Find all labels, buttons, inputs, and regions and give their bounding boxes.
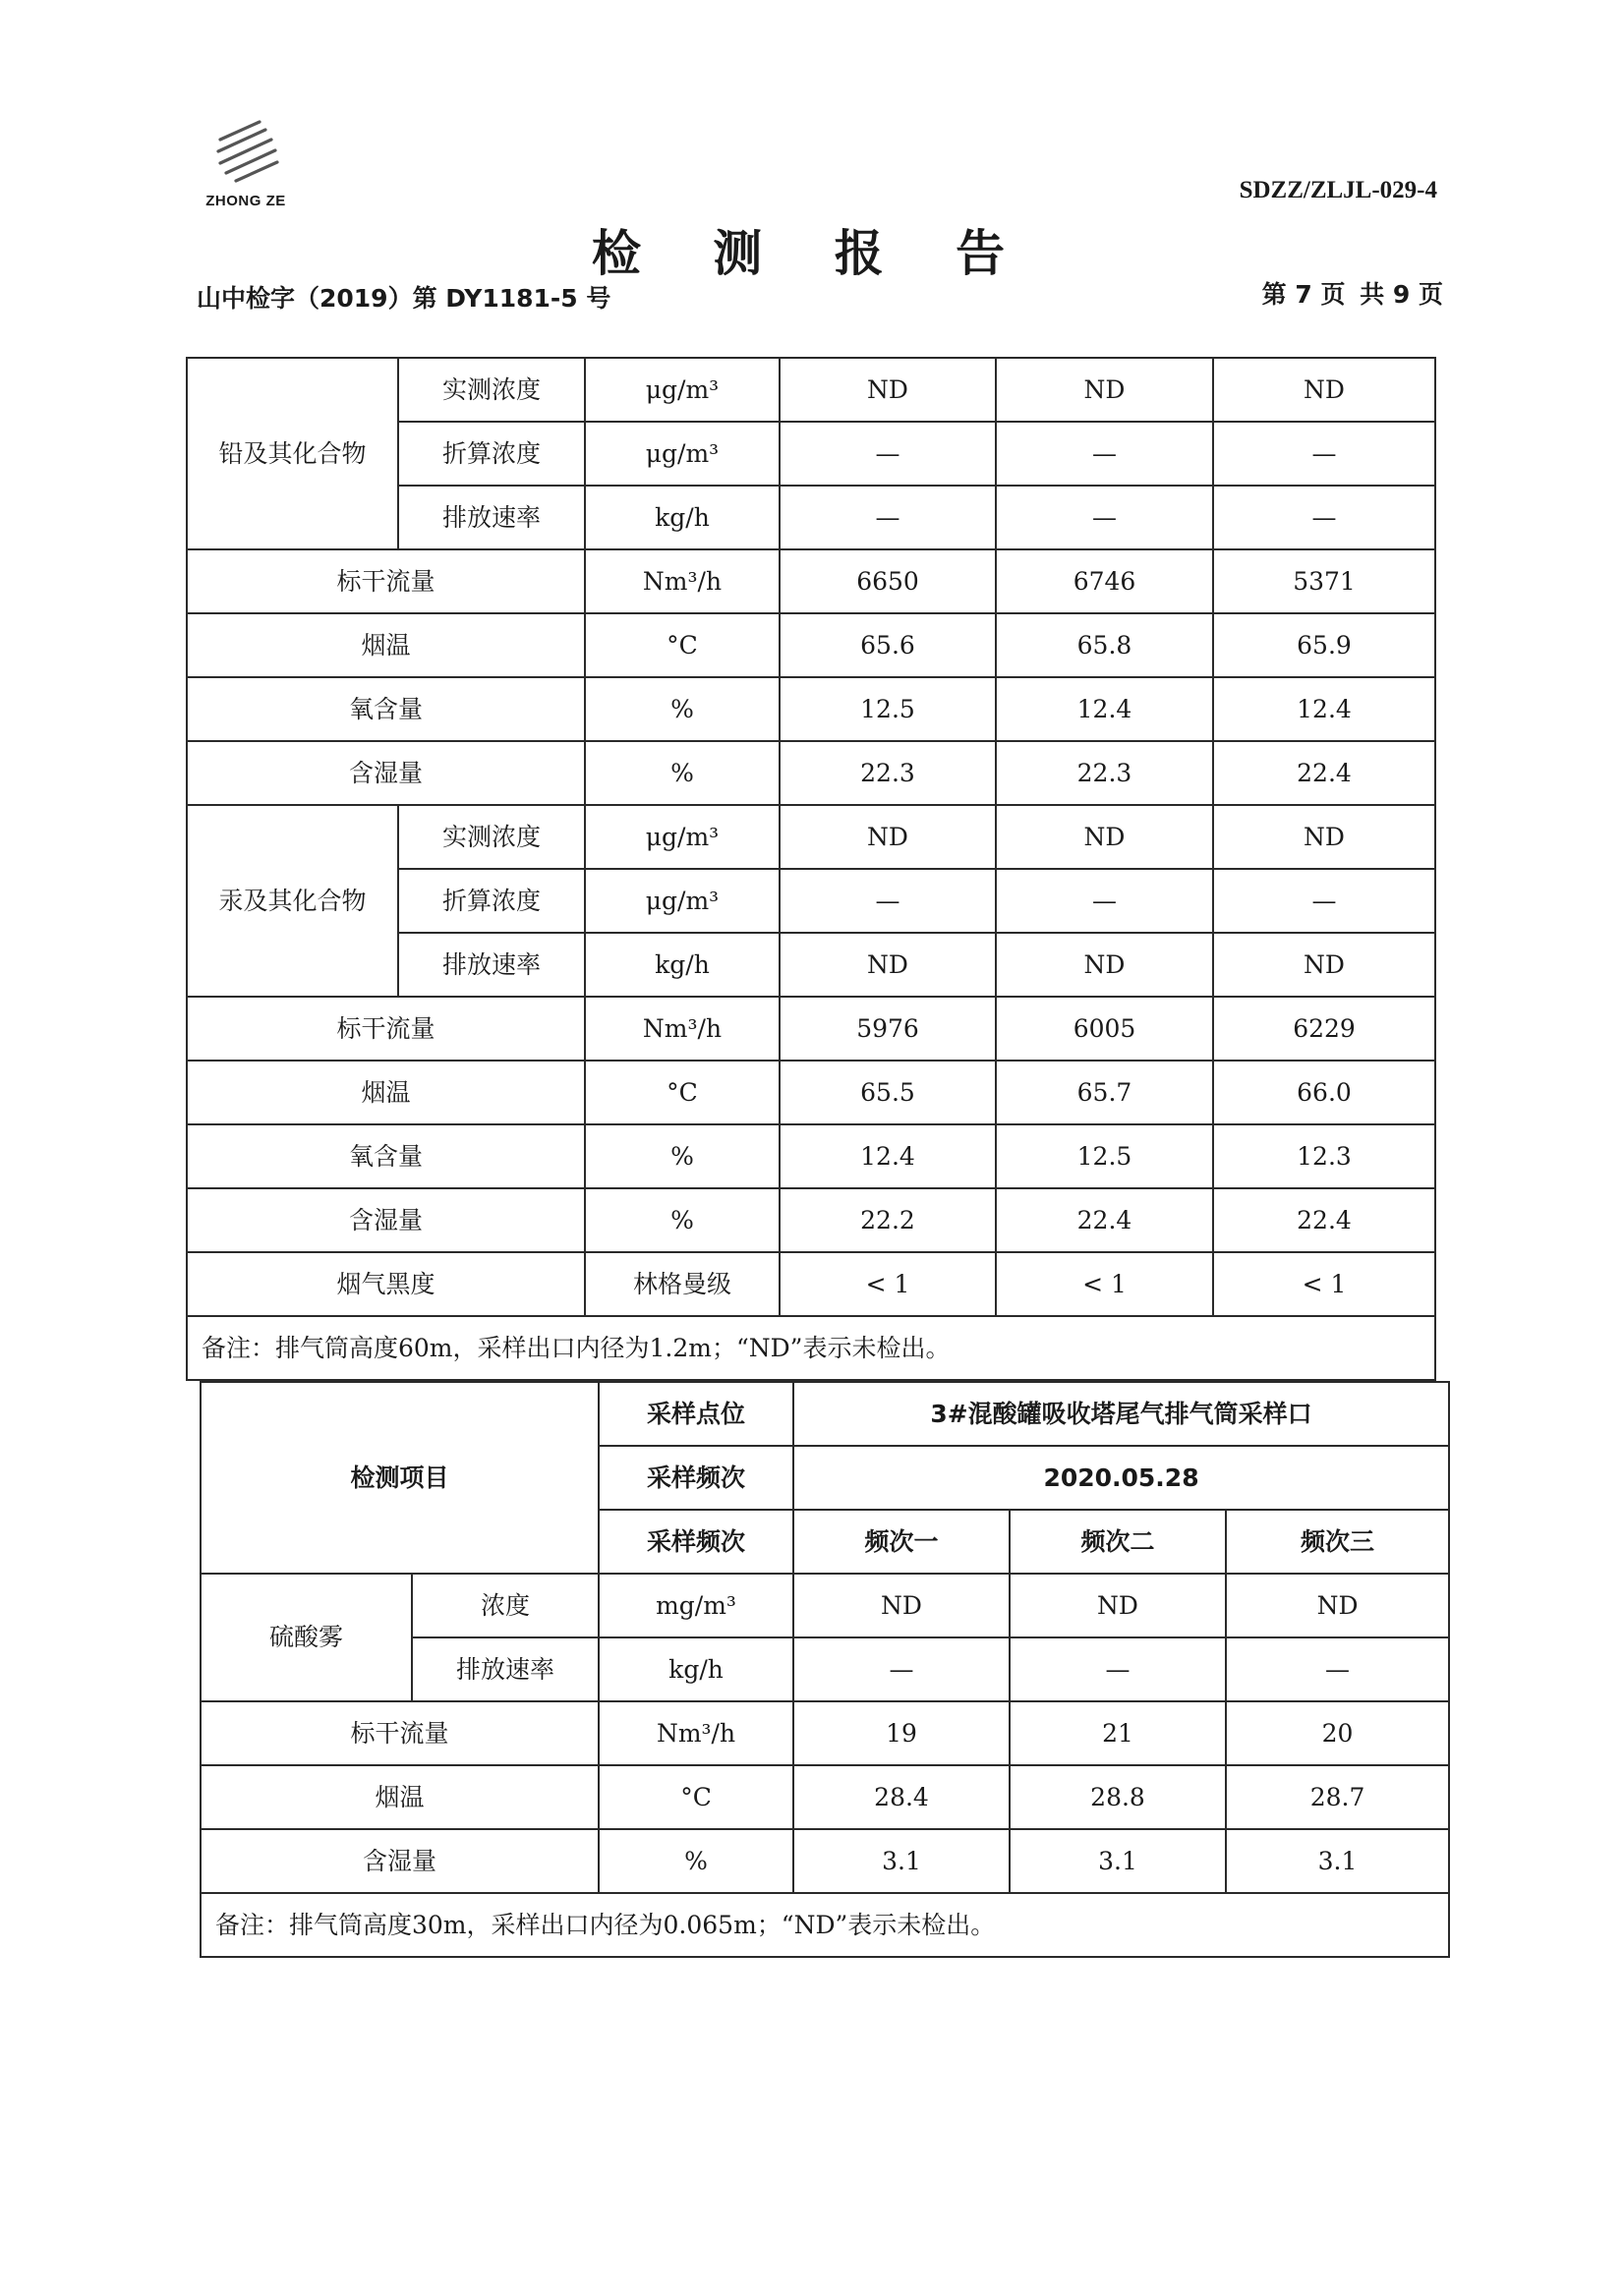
logo-text: ZHONG ZE bbox=[205, 193, 286, 209]
label-cell: 标干流量 bbox=[201, 1701, 599, 1765]
zhongze-logo-icon bbox=[212, 118, 281, 187]
value-cell: 6229 bbox=[1213, 997, 1435, 1061]
value-cell: — bbox=[1213, 869, 1435, 933]
value-cell: 21 bbox=[1010, 1701, 1226, 1765]
value-cell: — bbox=[1226, 1637, 1449, 1701]
report-title: 检 测 报 告 bbox=[591, 225, 1033, 282]
unit-cell: kg/h bbox=[599, 1637, 793, 1701]
value-cell: — bbox=[996, 422, 1213, 486]
value-cell: 19 bbox=[793, 1701, 1010, 1765]
table-row bbox=[201, 1701, 1449, 1765]
table-row bbox=[187, 1316, 1435, 1380]
table-note: 备注：排气筒高度60m，采样出口内径为1.2m；“ND”表示未检出。 bbox=[187, 1316, 1435, 1380]
value-cell: 65.8 bbox=[996, 613, 1213, 677]
value-cell: 5371 bbox=[1213, 549, 1435, 613]
value-cell: < 1 bbox=[996, 1252, 1213, 1316]
group-name-cell: 硫酸雾 bbox=[201, 1574, 412, 1701]
value-cell: 22.2 bbox=[780, 1188, 996, 1252]
table-row bbox=[187, 1188, 1435, 1252]
value-cell: — bbox=[780, 486, 996, 549]
report-number: 山中检字（2019）第 DY1181-5 号 bbox=[197, 284, 611, 313]
value-cell: 12.3 bbox=[1213, 1124, 1435, 1188]
value-cell: — bbox=[793, 1637, 1010, 1701]
param-cell: 排放速率 bbox=[412, 1637, 599, 1701]
table-row bbox=[187, 1061, 1435, 1124]
value-cell: 6746 bbox=[996, 549, 1213, 613]
value-cell: < 1 bbox=[780, 1252, 996, 1316]
table-row bbox=[187, 549, 1435, 613]
label-cell: 含湿量 bbox=[187, 741, 585, 805]
value-cell: 22.4 bbox=[1213, 1188, 1435, 1252]
value-cell: — bbox=[1010, 1637, 1226, 1701]
unit-cell: °C bbox=[599, 1765, 793, 1829]
page-number: 第 7 页 bbox=[1261, 280, 1346, 309]
table-row bbox=[187, 677, 1435, 741]
table-row bbox=[187, 358, 1435, 422]
value-cell: ND bbox=[996, 358, 1213, 422]
value-cell: 3.1 bbox=[1010, 1829, 1226, 1893]
unit-cell: % bbox=[585, 741, 780, 805]
unit-cell: μg/m³ bbox=[585, 805, 780, 869]
unit-cell: kg/h bbox=[585, 486, 780, 549]
label-cell: 烟气黑度 bbox=[187, 1252, 585, 1316]
sampling-date-cell: 2020.05.28 bbox=[793, 1446, 1449, 1510]
value-cell: 12.4 bbox=[780, 1124, 996, 1188]
value-cell: ND bbox=[1213, 805, 1435, 869]
value-cell: ND bbox=[1226, 1574, 1449, 1637]
value-cell: — bbox=[1213, 486, 1435, 549]
table-row bbox=[201, 1382, 1449, 1446]
param-cell: 折算浓度 bbox=[398, 869, 585, 933]
value-cell: 28.7 bbox=[1226, 1765, 1449, 1829]
unit-cell: μg/m³ bbox=[585, 358, 780, 422]
unit-cell: °C bbox=[585, 613, 780, 677]
frequency-cell: 频次一 bbox=[793, 1510, 1010, 1574]
value-cell: 22.4 bbox=[996, 1188, 1213, 1252]
document-code: SDZZ/ZLJL-029-4 bbox=[1239, 177, 1437, 203]
unit-cell: kg/h bbox=[585, 933, 780, 997]
value-cell: ND bbox=[1010, 1574, 1226, 1637]
table-row bbox=[201, 1893, 1449, 1957]
page-total: 共 9 页 bbox=[1360, 280, 1443, 309]
label-cell: 氧含量 bbox=[187, 1124, 585, 1188]
value-cell: 6650 bbox=[780, 549, 996, 613]
param-cell: 实测浓度 bbox=[398, 358, 585, 422]
unit-cell: mg/m³ bbox=[599, 1574, 793, 1637]
sampling-point-cell: 3#混酸罐吸收塔尾气排气筒采样口 bbox=[793, 1382, 1449, 1446]
table-row bbox=[187, 741, 1435, 805]
value-cell: 12.5 bbox=[996, 1124, 1213, 1188]
label-cell: 烟温 bbox=[201, 1765, 599, 1829]
param-cell: 折算浓度 bbox=[398, 422, 585, 486]
value-cell: ND bbox=[996, 933, 1213, 997]
table-row bbox=[187, 805, 1435, 869]
value-cell: 3.1 bbox=[1226, 1829, 1449, 1893]
unit-cell: % bbox=[585, 677, 780, 741]
company-logo bbox=[195, 118, 297, 216]
unit-cell: μg/m³ bbox=[585, 869, 780, 933]
label-cell: 含湿量 bbox=[201, 1829, 599, 1893]
param-cell: 浓度 bbox=[412, 1574, 599, 1637]
table-row bbox=[201, 1829, 1449, 1893]
page-info bbox=[1256, 275, 1443, 311]
table-row bbox=[187, 997, 1435, 1061]
value-cell: 6005 bbox=[996, 997, 1213, 1061]
unit-cell: Nm³/h bbox=[585, 997, 780, 1061]
value-cell: 12.4 bbox=[1213, 677, 1435, 741]
param-cell: 实测浓度 bbox=[398, 805, 585, 869]
unit-cell: μg/m³ bbox=[585, 422, 780, 486]
value-cell: ND bbox=[780, 805, 996, 869]
value-cell: 22.4 bbox=[1213, 741, 1435, 805]
frequency-cell: 频次二 bbox=[1010, 1510, 1226, 1574]
value-cell: 65.6 bbox=[780, 613, 996, 677]
unit-cell: % bbox=[585, 1124, 780, 1188]
results-table-2 bbox=[200, 1381, 1450, 1958]
value-cell: 22.3 bbox=[780, 741, 996, 805]
value-cell: ND bbox=[1213, 358, 1435, 422]
value-cell: 28.8 bbox=[1010, 1765, 1226, 1829]
value-cell: 65.5 bbox=[780, 1061, 996, 1124]
value-cell: ND bbox=[780, 933, 996, 997]
results-table-1 bbox=[186, 357, 1436, 1381]
value-cell: — bbox=[780, 422, 996, 486]
label-cell: 标干流量 bbox=[187, 997, 585, 1061]
value-cell: < 1 bbox=[1213, 1252, 1435, 1316]
unit-cell: % bbox=[599, 1829, 793, 1893]
group-name-cell: 汞及其化合物 bbox=[187, 805, 398, 997]
value-cell: ND bbox=[1213, 933, 1435, 997]
value-cell: — bbox=[1213, 422, 1435, 486]
table-row bbox=[187, 1252, 1435, 1316]
unit-cell: % bbox=[585, 1188, 780, 1252]
frequency-cell: 频次三 bbox=[1226, 1510, 1449, 1574]
value-cell: 66.0 bbox=[1213, 1061, 1435, 1124]
table-row bbox=[201, 1574, 1449, 1637]
value-cell: 12.4 bbox=[996, 677, 1213, 741]
label-cell: 烟温 bbox=[187, 613, 585, 677]
table-row bbox=[187, 613, 1435, 677]
table-row bbox=[187, 1124, 1435, 1188]
header-label-cell: 采样频次 bbox=[599, 1510, 793, 1574]
table-note: 备注：排气筒高度30m，采样出口内径为0.065m；“ND”表示未检出。 bbox=[201, 1893, 1449, 1957]
value-cell: 20 bbox=[1226, 1701, 1449, 1765]
item-header-cell: 检测项目 bbox=[201, 1382, 599, 1574]
value-cell: ND bbox=[996, 805, 1213, 869]
label-cell: 含湿量 bbox=[187, 1188, 585, 1252]
value-cell: ND bbox=[793, 1574, 1010, 1637]
value-cell: 5976 bbox=[780, 997, 996, 1061]
group-name-cell: 铅及其化合物 bbox=[187, 358, 398, 549]
unit-cell: Nm³/h bbox=[599, 1701, 793, 1765]
header-label-cell: 采样点位 bbox=[599, 1382, 793, 1446]
table-row bbox=[201, 1765, 1449, 1829]
value-cell: 65.7 bbox=[996, 1061, 1213, 1124]
value-cell: 28.4 bbox=[793, 1765, 1010, 1829]
unit-cell: 林格曼级 bbox=[585, 1252, 780, 1316]
param-cell: 排放速率 bbox=[398, 933, 585, 997]
label-cell: 烟温 bbox=[187, 1061, 585, 1124]
label-cell: 氧含量 bbox=[187, 677, 585, 741]
value-cell: 3.1 bbox=[793, 1829, 1010, 1893]
label-cell: 标干流量 bbox=[187, 549, 585, 613]
value-cell: 65.9 bbox=[1213, 613, 1435, 677]
value-cell: — bbox=[996, 486, 1213, 549]
param-cell: 排放速率 bbox=[398, 486, 585, 549]
unit-cell: Nm³/h bbox=[585, 549, 780, 613]
value-cell: — bbox=[996, 869, 1213, 933]
header-label-cell: 采样频次 bbox=[599, 1446, 793, 1510]
value-cell: — bbox=[780, 869, 996, 933]
value-cell: 12.5 bbox=[780, 677, 996, 741]
value-cell: ND bbox=[780, 358, 996, 422]
unit-cell: °C bbox=[585, 1061, 780, 1124]
value-cell: 22.3 bbox=[996, 741, 1213, 805]
